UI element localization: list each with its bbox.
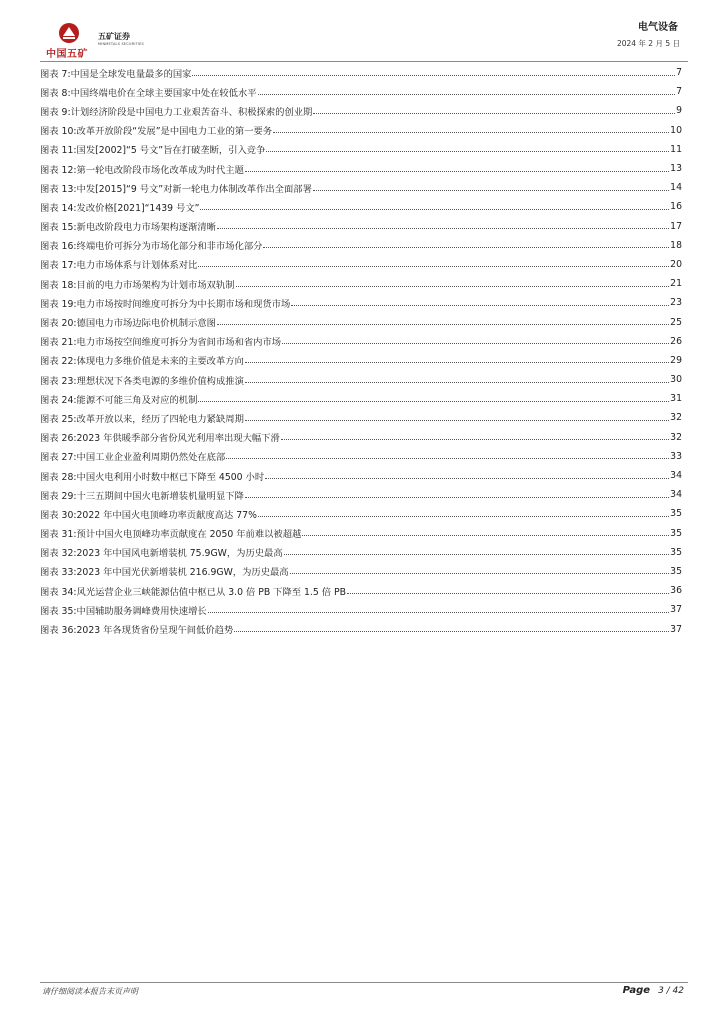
toc-dot-leader [217, 315, 669, 325]
toc-entry[interactable] [40, 332, 682, 351]
toc-dot-leader [302, 526, 669, 536]
toc-dot-leader [236, 277, 670, 287]
toc-entry-page: 35 [670, 508, 682, 520]
toc-dot-leader [198, 392, 669, 402]
toc-entry[interactable] [40, 619, 682, 638]
toc-dot-leader [290, 564, 670, 574]
industry-label: 电气设备 [638, 22, 678, 33]
toc-entry-label: 图表 31: [40, 529, 77, 541]
toc-entry-label: 图表 15: [40, 222, 77, 234]
toc-entry-title: 德国电力市场边际电价机制示意图 [76, 318, 216, 330]
toc-entry[interactable] [40, 274, 682, 293]
toc-entry-page: 25 [670, 316, 682, 328]
toc-dot-leader [192, 66, 675, 76]
toc-entry-label: 图表 17: [40, 260, 77, 272]
toc-entry-page: 18 [670, 239, 682, 251]
toc-dot-leader [282, 334, 669, 344]
toc-entry-title: 计划经济阶段是中国电力工业艰苦奋斗、积极探索的创业期 [70, 106, 313, 118]
toc-entry-title: 2023 年供暖季部分省份风光利用率出现大幅下滑 [76, 433, 280, 445]
toc-entry-label: 图表 19: [40, 298, 77, 310]
toc-entry[interactable] [40, 255, 682, 274]
toc-entry-page: 35 [670, 565, 682, 577]
toc-entry-page: 34 [670, 489, 682, 501]
toc-dot-leader [200, 200, 669, 210]
toc-dot-leader [313, 181, 669, 191]
toc-entry-label: 图表 14: [40, 202, 77, 214]
footer-divider [40, 982, 688, 983]
toc-entry-title: 终端电价可拆分为市场化部分和非市场化部分 [76, 241, 263, 253]
toc-entry-label: 图表 22: [40, 356, 77, 368]
toc-entry-title: 2022 年中国火电顶峰功率贡献度高达 77% [76, 509, 257, 521]
toc-entry[interactable] [40, 562, 682, 581]
header-divider [40, 61, 688, 62]
toc-dot-leader [313, 104, 675, 114]
toc-entry-page: 17 [670, 220, 682, 232]
toc-entry-page: 10 [670, 124, 682, 136]
toc-entry-page: 20 [670, 258, 682, 270]
toc-entry-page: 35 [670, 546, 682, 558]
toc-entry-label: 图表 35: [40, 605, 77, 617]
toc-entry[interactable] [40, 197, 682, 216]
toc-entry-label: 图表 20: [40, 318, 77, 330]
toc-entry-label: 图表 29: [40, 490, 77, 502]
toc-entry-page: 7 [676, 67, 682, 79]
toc-entry-label: 图表 13: [40, 183, 77, 195]
page-header [0, 0, 724, 62]
toc-entry-page: 34 [670, 470, 682, 482]
toc-dot-leader [245, 373, 669, 383]
toc-entry-label: 图表 10: [40, 126, 77, 138]
toc-dot-leader [273, 123, 669, 133]
toc-entry-label: 图表 11: [40, 145, 77, 157]
toc-entry[interactable] [40, 581, 682, 600]
toc-dot-leader [226, 449, 669, 459]
toc-entry-title: 电力市场体系与计划体系对比 [76, 260, 198, 272]
toc-entry[interactable] [40, 82, 682, 101]
disclaimer-note: 请仔细阅读本报告末页声明 [42, 987, 138, 996]
toc-entry[interactable] [40, 370, 682, 389]
toc-entry[interactable] [40, 408, 682, 427]
toc-entry-title: 2023 年中国风电新增装机 75.9GW，为历史最高 [76, 548, 283, 560]
page-word: Page [622, 985, 651, 996]
toc-entry[interactable] [40, 428, 682, 447]
toc-entry-label: 图表 16: [40, 241, 77, 253]
toc-dot-leader [234, 622, 669, 632]
toc-entry-page: 32 [670, 431, 682, 443]
toc-entry[interactable] [40, 121, 682, 140]
toc-entry-title: 体现电力多维价值是未来的主要改革方向 [76, 356, 244, 368]
toc-entry-title: 发改价格[2021]“1439 号文” [76, 202, 200, 214]
toc-entry-label: 图表 21: [40, 337, 77, 349]
toc-entry-label: 图表 25: [40, 413, 77, 425]
toc-entry-label: 图表 33: [40, 567, 77, 579]
toc-entry-title: 能源不可能三角及对应的机制 [76, 394, 198, 406]
toc-entry-label: 图表 8: [40, 87, 71, 99]
toc-entry-label: 图表 30: [40, 509, 77, 521]
toc-entry[interactable] [40, 524, 682, 543]
toc-entry-title: 电力市场按空间维度可拆分为省间市场和省内市场 [76, 337, 282, 349]
toc-entry-title: 中国辅助服务调峰费用快速增长 [76, 605, 207, 617]
report-date: 2024 年 2 月 5 日 [616, 39, 680, 48]
toc-entry-page: 37 [670, 604, 682, 616]
toc-entry-title: 目前的电力市场架构为计划市场双轨制 [76, 279, 235, 291]
toc-entry-page: 37 [670, 623, 682, 635]
toc-entry[interactable] [40, 140, 682, 159]
toc-entry-page: 29 [670, 354, 682, 366]
toc-entry[interactable] [40, 447, 682, 466]
toc-entry[interactable] [40, 600, 682, 619]
toc-entry[interactable] [40, 101, 682, 120]
toc-entry[interactable] [40, 543, 682, 562]
toc-entry[interactable] [40, 159, 682, 178]
toc-entry-page: 32 [670, 412, 682, 424]
toc-entry-page: 33 [670, 450, 682, 462]
toc-entry-page: 11 [670, 143, 682, 155]
toc-dot-leader [245, 162, 669, 172]
toc-dot-leader [198, 257, 669, 267]
toc-entry[interactable] [40, 178, 682, 197]
toc-entry-title: 2023 年中国光伏新增装机 216.9GW，为历史最高 [76, 567, 289, 579]
toc-entry-title: 改革开放阶段“发展”是中国电力工业的第一要务 [76, 126, 273, 138]
toc-entry-page: 21 [670, 278, 682, 290]
toc-entry[interactable] [40, 485, 682, 504]
toc-dot-leader [291, 296, 669, 306]
toc-entry-page: 35 [670, 527, 682, 539]
toc-dot-leader [281, 430, 669, 440]
logo-text-cn: 中国五矿 [46, 49, 88, 60]
toc-entry-title: 理想状况下各类电源的多维价值构成推演 [76, 375, 244, 387]
toc-entry-page: 36 [670, 585, 682, 597]
logo-english: MINMETALS SECURITIES [98, 42, 144, 46]
company-logo [46, 22, 146, 58]
page-number: 3 / 42 [658, 986, 684, 996]
toc-entry-title: 中发[2015]“9 号文”对新一轮电力体制改革作出全面部署 [76, 183, 312, 195]
toc-dot-leader [245, 411, 669, 421]
page-indicator [623, 985, 684, 996]
toc-entry-page: 7 [676, 86, 682, 98]
toc-entry-title: 中国工业企业盈利周期仍然处在底部 [76, 452, 226, 464]
toc-entry-title: 国发[2002]“5 号文”旨在打破垄断，引入竞争 [76, 145, 266, 157]
toc-entry-page: 14 [670, 182, 682, 194]
toc-entry-title: 风光运营企业三峡能源估值中枢已从 3.0 倍 PB 下降至 1.5 倍 PB [76, 586, 346, 598]
toc-entry-page: 31 [670, 393, 682, 405]
toc-entry-label: 图表 36: [40, 625, 77, 637]
toc-dot-leader [258, 507, 669, 517]
toc-entry-title: 第一轮电改阶段市场化改革成为时代主题 [76, 164, 244, 176]
toc-entry-title: 十三五期间中国火电新增装机量明显下降 [76, 490, 244, 502]
toc-dot-leader [284, 545, 670, 555]
toc-entry-label: 图表 24: [40, 394, 77, 406]
toc-dot-leader [208, 603, 669, 613]
toc-entry-title: 中国火电利用小时数中枢已下降至 4500 小时 [76, 471, 265, 483]
toc-entry-label: 图表 9: [40, 106, 71, 118]
toc-entry-label: 图表 27: [40, 452, 77, 464]
toc-entry-page: 30 [670, 374, 682, 386]
toc-dot-leader [347, 584, 669, 594]
toc-entry-title: 改革开放以来，经历了四轮电力紧缺周期 [76, 413, 244, 425]
toc-dot-leader [217, 219, 669, 229]
logo-mark-icon [58, 22, 80, 44]
toc-entry-label: 图表 18: [40, 279, 77, 291]
toc-entry-label: 图表 26: [40, 433, 77, 445]
toc-entry-title: 2023 年各现货省份呈现午间低价趋势 [76, 625, 234, 637]
toc-entry[interactable] [40, 293, 682, 312]
toc-entry-page: 13 [670, 163, 682, 175]
toc-entry-page: 23 [670, 297, 682, 309]
toc-entry-label: 图表 32: [40, 548, 77, 560]
toc-dot-leader [245, 488, 669, 498]
toc-dot-leader [258, 85, 676, 95]
toc-entry-title: 电力市场按时间维度可拆分为中长期市场和现货市场 [76, 298, 291, 310]
toc-entry[interactable] [40, 312, 682, 331]
toc-dot-leader [265, 469, 669, 479]
toc-entry[interactable] [40, 236, 682, 255]
toc-entry[interactable] [40, 466, 682, 485]
toc-entry-title: 中国终端电价在全球主要国家中处在较低水平 [70, 87, 257, 99]
toc-entry[interactable] [40, 351, 682, 370]
toc-entry[interactable] [40, 217, 682, 236]
toc-entry-title: 预计中国火电顶峰功率贡献度在 2050 年前难以被超越 [76, 529, 302, 541]
toc-entry-label: 图表 23: [40, 375, 77, 387]
toc-dot-leader [263, 238, 669, 248]
toc-entry-label: 图表 28: [40, 471, 77, 483]
toc-dot-leader [245, 353, 669, 363]
toc-entry[interactable] [40, 63, 682, 82]
toc-entry-label: 图表 34: [40, 586, 77, 598]
toc-entry-label: 图表 7: [40, 68, 71, 80]
toc-entry-page: 9 [676, 105, 682, 117]
toc-entry[interactable] [40, 504, 682, 523]
toc-entry-label: 图表 12: [40, 164, 77, 176]
toc-dot-leader [266, 142, 669, 152]
figure-list [40, 63, 682, 639]
toc-entry-title: 中国是全球发电量最多的国家 [70, 68, 192, 80]
toc-entry[interactable] [40, 389, 682, 408]
toc-entry-page: 16 [670, 201, 682, 213]
toc-entry-page: 26 [670, 335, 682, 347]
logo-securities: 五矿证券 [98, 32, 130, 41]
toc-entry-title: 新电改阶段电力市场架构逐渐清晰 [76, 222, 216, 234]
